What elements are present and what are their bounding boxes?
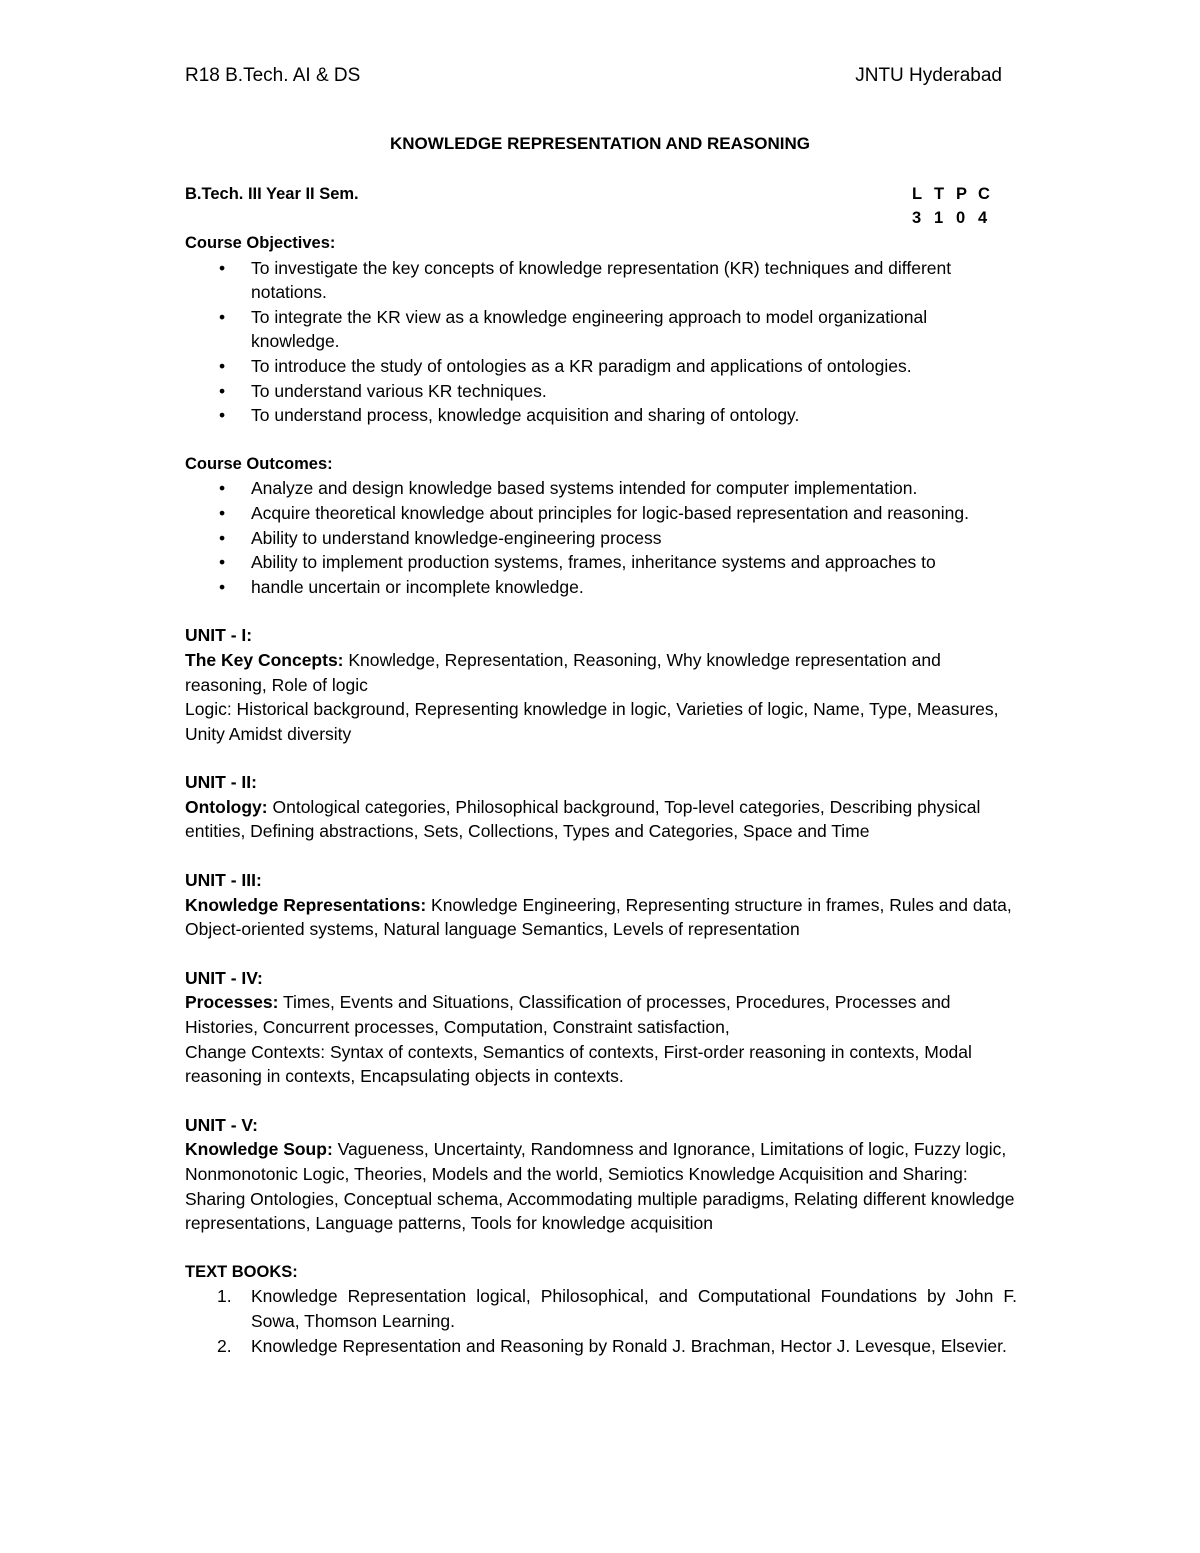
unit-body: [185, 795, 1017, 844]
list-item: • To understand process, knowledge acquisition and sharing of ontology.: [185, 403, 1017, 428]
list-item: • Ability to understand knowledge-engineering process: [185, 526, 1017, 551]
list-item: • Ability to implement production systems, frames, inheritance systems and approaches to: [185, 550, 1017, 575]
unit-heading: UNIT - III:: [185, 870, 262, 891]
ltpc-value: 1: [934, 209, 944, 227]
ltpc-value: 4: [978, 209, 988, 227]
unit-body: [185, 648, 1017, 697]
unit-body: [185, 990, 1017, 1039]
unit-3: [185, 868, 1017, 942]
item-number: 2.: [217, 1335, 232, 1356]
outcomes-heading: Course Outcomes:: [185, 454, 333, 473]
list-item: • handle uncertain or incomplete knowledge.: [185, 575, 1017, 600]
list-item: • Acquire theoretical knowledge about principles for logic-based representation and reasoning.: [185, 501, 1017, 526]
list-item: [185, 1334, 1017, 1359]
list-item: • To investigate the key concepts of knowledge representation (KR) techniques and different notations.: [185, 256, 1017, 305]
objectives-list: [185, 256, 1017, 428]
header-university: JNTU Hyderabad: [855, 65, 1002, 86]
textbooks-list: [185, 1284, 1017, 1358]
course-title: KNOWLEDGE REPRESENTATION AND REASONING: [390, 134, 810, 153]
header-program: R18 B.Tech. AI & DS: [185, 65, 361, 86]
item-text: Knowledge Representation and Reasoning by Ronald J. Brachman, Hector J. Levesque, Elsevier.: [251, 1335, 1007, 1356]
unit-4: [185, 966, 1017, 1089]
item-number: 1.: [217, 1286, 232, 1307]
unit-text: Knowledge, Representation, Reasoning, Why knowledge representation and reasoning, Role of logic: [185, 649, 941, 695]
list-item: [185, 1284, 1017, 1333]
list-item: • To understand various KR techniques.: [185, 379, 1017, 404]
unit-text: Times, Events and Situations, Classification of processes, Procedures, Processes and Histories, Concurrent processes, Computation, Constraint satisfaction,: [185, 992, 951, 1038]
ltpc-label: P: [956, 185, 968, 203]
unit-heading: UNIT - V:: [185, 1114, 258, 1135]
unit-extra: Change Contexts: Syntax of contexts, Semantics of contexts, First-order reasoning in contexts, Modal reasoning in contexts, Encapsulating objects in contexts.: [185, 1041, 972, 1087]
ltpc-label: L: [912, 185, 923, 203]
outcomes-list: [185, 476, 1017, 599]
unit-extra: Logic: Historical background, Representing knowledge in logic, Varieties of logic, Name, Type, Measures, Unity Amidst diversity: [185, 699, 999, 744]
ltpc-values: [912, 206, 1000, 230]
syllabus-content: [185, 231, 1017, 1358]
ltpc-value: 0: [956, 209, 966, 227]
ltpc-labels: [912, 182, 1000, 206]
list-item: • To introduce the study of ontologies as a KR paradigm and applications of ontologies.: [185, 354, 1017, 379]
textbooks-heading: TEXT BOOKS:: [185, 1262, 298, 1281]
list-item: • To integrate the KR view as a knowledge engineering approach to model organizational knowledge.: [185, 305, 1017, 354]
unit-5: [185, 1113, 1017, 1236]
unit-heading: UNIT - IV:: [185, 967, 263, 988]
unit-lead: Ontology:: [185, 796, 268, 817]
unit-text: Knowledge Engineering, Representing structure in frames, Rules and data, Object-oriented systems, Natural language Semantics, Levels of representation: [185, 894, 1012, 940]
unit-heading: UNIT - II:: [185, 772, 257, 793]
ltpc-value: 3: [912, 209, 922, 227]
unit-lead: Knowledge Representations:: [185, 894, 427, 915]
ltpc-table: [912, 182, 1000, 230]
unit-heading: UNIT - I:: [185, 625, 253, 646]
unit-text: Vagueness, Uncertainty, Randomness and Ignorance, Limitations of logic, Fuzzy logic, Nonmonotonic Logic, Theories, Models and the world, Semiotics Knowledge Acquisition and Sharing: Sharing Ontologies, Conceptual schema, Accommodating multiple paradigms, Relating different knowledge representations, Language patterns, Tools for knowledge acquisition: [185, 1139, 1015, 1234]
unit-body: [185, 1137, 1017, 1235]
unit-text: Ontological categories, Philosophical background, Top-level categories, Describing physical entities, Defining abstractions, Sets, Collections, Types and Categories, Space and Time: [185, 796, 981, 842]
objectives-heading: Course Objectives:: [185, 234, 336, 252]
unit-2: [185, 770, 1017, 844]
unit-1: [185, 623, 1017, 746]
ltpc-label: T: [934, 185, 945, 203]
unit-body: [185, 893, 1017, 942]
unit-lead: The Key Concepts:: [185, 649, 344, 670]
semester-label: B.Tech. III Year II Sem.: [185, 185, 359, 203]
list-item: • Analyze and design knowledge based systems intended for computer implementation.: [185, 476, 1017, 501]
unit-lead: Processes:: [185, 992, 279, 1013]
ltpc-label: C: [978, 185, 990, 203]
unit-lead: Knowledge Soup:: [185, 1139, 333, 1160]
item-text: Knowledge Representation logical, Philosophical, and Computational Foundations by John F. Sowa, Thomson Learning.: [251, 1286, 1017, 1331]
